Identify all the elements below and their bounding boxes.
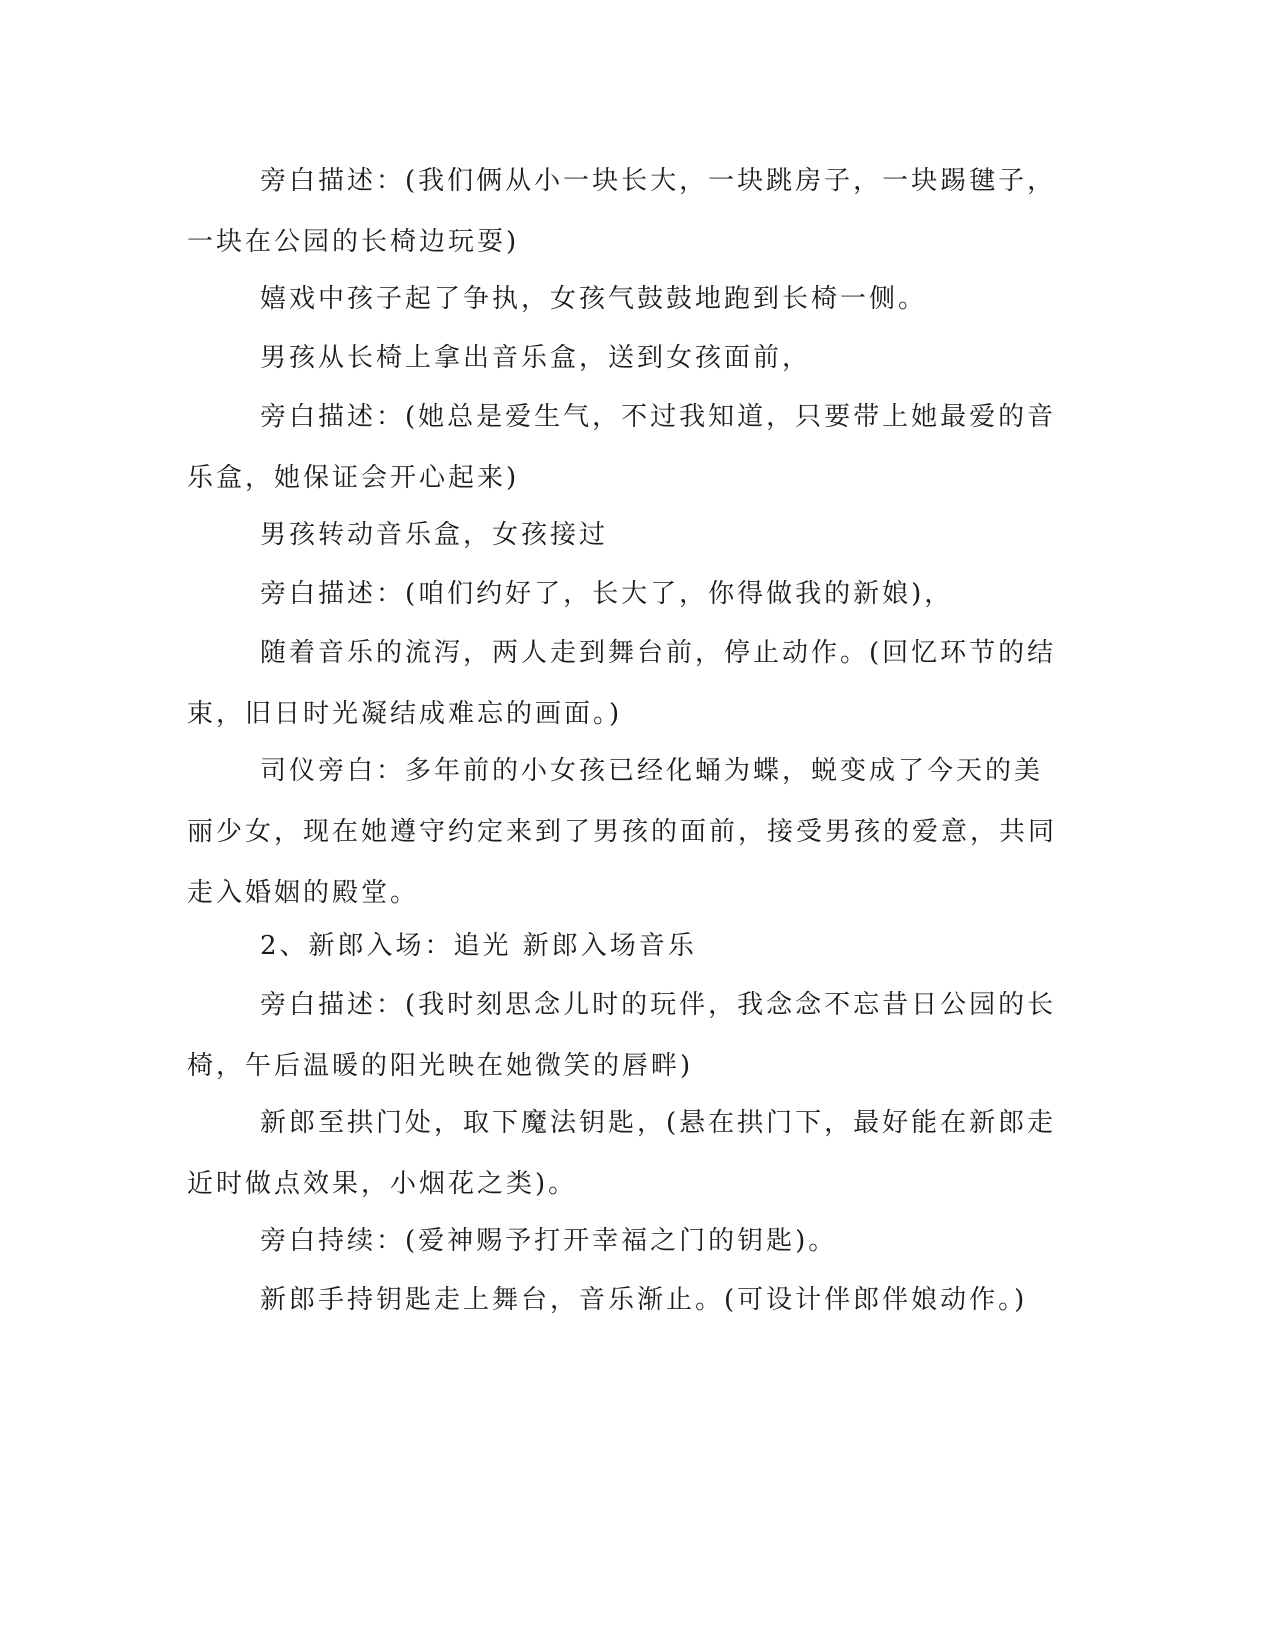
paragraph-memory-end: 随着音乐的流泻，两人走到舞台前，停止动作。(回忆环节的结束，旧日时光凝结成难忘的画面。) [187, 638, 1057, 729]
paragraph-boy-music-box: 男孩从长椅上拿出音乐盒，送到女孩面前， [260, 343, 812, 373]
paragraph-groom-arch-key: 新郎至拱门处，取下魔法钥匙，(悬在拱门下，最好能在新郎走近时做点效果，小烟花之类)。 [187, 1108, 1057, 1199]
paragraph-narration-music-box: 旁白描述：(她总是爱生气，不过我知道，只要带上她最爱的音乐盒，她保证会开心起来) [187, 402, 1057, 493]
paragraph-groom-stage: 新郎手持钥匙走上舞台，音乐渐止。(可设计伴郎伴娘动作。) [260, 1285, 1028, 1315]
paragraph-boy-turns-music-box: 男孩转动音乐盒，女孩接过 [260, 520, 609, 550]
paragraph-narration-childhood: 旁白描述：(我们俩从小一块长大，一块跳房子，一块踢毽子，一块在公园的长椅边玩耍) [187, 166, 1057, 257]
paragraph-narration-key: 旁白持续：(爱神赐予打开幸福之门的钥匙)。 [260, 1226, 838, 1256]
section-heading-groom-entrance: 2、新郎入场：追光 新郎入场音乐 [260, 931, 697, 961]
paragraph-narration-bench: 旁白描述：(我时刻思念儿时的玩伴，我念念不忘昔日公园的长椅，午后温暖的阳光映在她微笑的唇畔) [187, 990, 1057, 1081]
paragraph-narration-promise: 旁白描述：(咱们约好了，长大了，你得做我的新娘)， [260, 579, 954, 609]
paragraph-children-quarrel: 嬉戏中孩子起了争执，女孩气鼓鼓地跑到长椅一侧。 [260, 284, 928, 314]
paragraph-host-narration: 司仪旁白：多年前的小女孩已经化蛹为蝶，蜕变成了今天的美丽少女，现在她遵守约定来到了男孩的面前，接受男孩的爱意，共同走入婚姻的殿堂。 [187, 756, 1058, 908]
